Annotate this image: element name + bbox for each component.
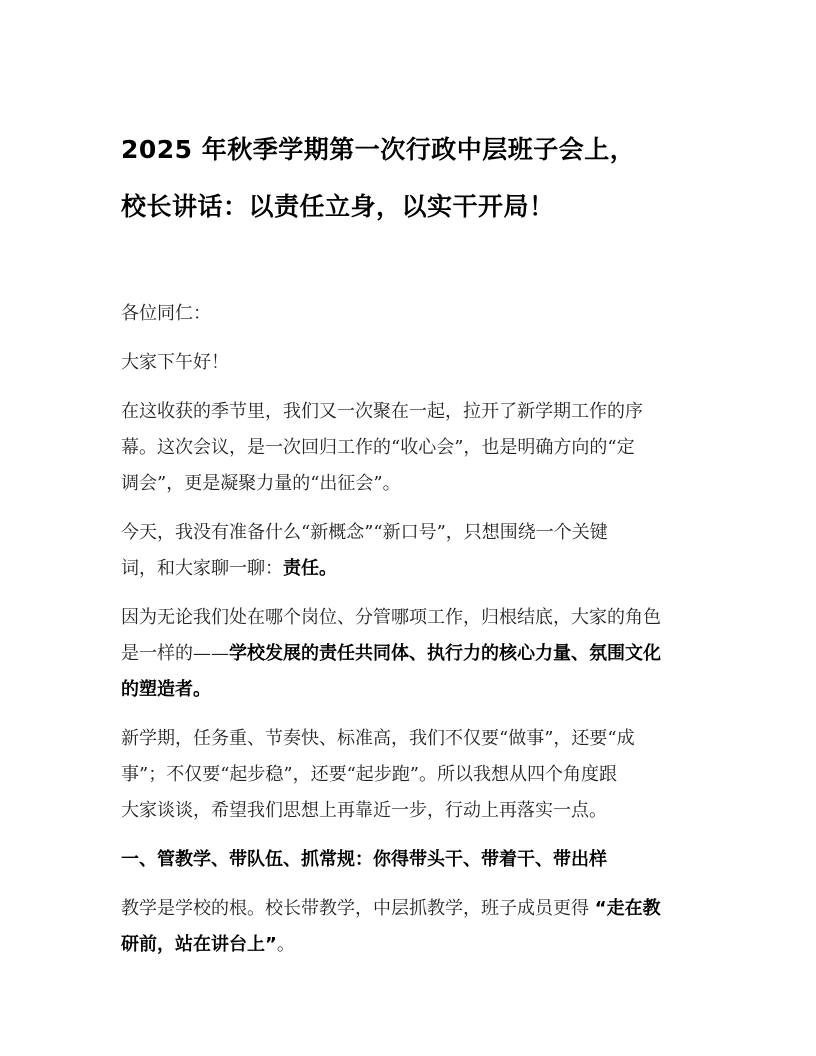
paragraph-line: 事”；不仅要“起步稳”，还要“起步跑”。所以我想从四个角度跟: [121, 764, 618, 785]
emphasis-text: “走在教: [594, 898, 661, 919]
paragraph-new-term: [121, 721, 721, 829]
section-heading: 一、管教学、带队伍、抓常规：你得带头干、带着干、带出样: [121, 849, 607, 870]
paragraph-teaching: [121, 891, 721, 963]
title-line-2: 校长讲话：以责任立身，以实干开局！: [121, 192, 555, 221]
emphasis-text: 研前，站在讲台上”: [121, 934, 277, 955]
paragraph-line: [121, 927, 721, 963]
paragraph-line: 新学期，任务重、节奏快、标准高，我们不仅要“做事”，还要“成: [121, 728, 635, 749]
plain-text: 是一样的——: [121, 643, 229, 664]
plain-text: 教学是学校的根。校长带教学，中层抓教学，班子成员更得: [121, 898, 595, 919]
plain-text: 词，和大家聊一聊：: [121, 558, 283, 579]
salutation: 各位同仁：: [121, 303, 211, 324]
paragraph-responsibility: [121, 515, 721, 587]
paragraph-line: [121, 891, 721, 927]
paragraph-line: 在这收获的季节里，我们又一次聚在一起，拉开了新学期工作的序: [121, 401, 643, 422]
paragraph-line: 大家谈谈，希望我们思想上再靠近一步，行动上再落实一点。: [121, 800, 607, 821]
paragraph-line: 因为无论我们处在哪个岗位、分管哪项工作，归根结底，大家的角色: [121, 607, 661, 628]
emphasis-text: 学校发展的责任共同体、执行力的核心力量、氛围文化: [229, 643, 661, 664]
emphasis-text: 的塑造者。: [121, 679, 211, 700]
document-title: [121, 121, 721, 235]
paragraph-line: [121, 551, 721, 587]
paragraph-line: 今天，我没有准备什么“新概念”“新口号”，只想围绕一个关键: [121, 522, 608, 543]
paragraph-opening: [121, 394, 721, 502]
document-body: [121, 296, 721, 976]
title-line-1: 2025 年秋季学期第一次行政中层班子会上，: [121, 135, 636, 164]
paragraph-line: 幕。这次会议，是一次回归工作的“收心会”，也是明确方向的“定: [121, 437, 635, 458]
plain-text: 。: [276, 934, 295, 955]
paragraph-line: 调会”，更是凝聚力量的“出征会”。: [121, 473, 401, 494]
paragraph-roles: [121, 600, 721, 708]
greeting: 大家下午好！: [121, 352, 229, 373]
emphasis-text: 责任。: [283, 558, 337, 579]
paragraph-line: [121, 636, 721, 672]
